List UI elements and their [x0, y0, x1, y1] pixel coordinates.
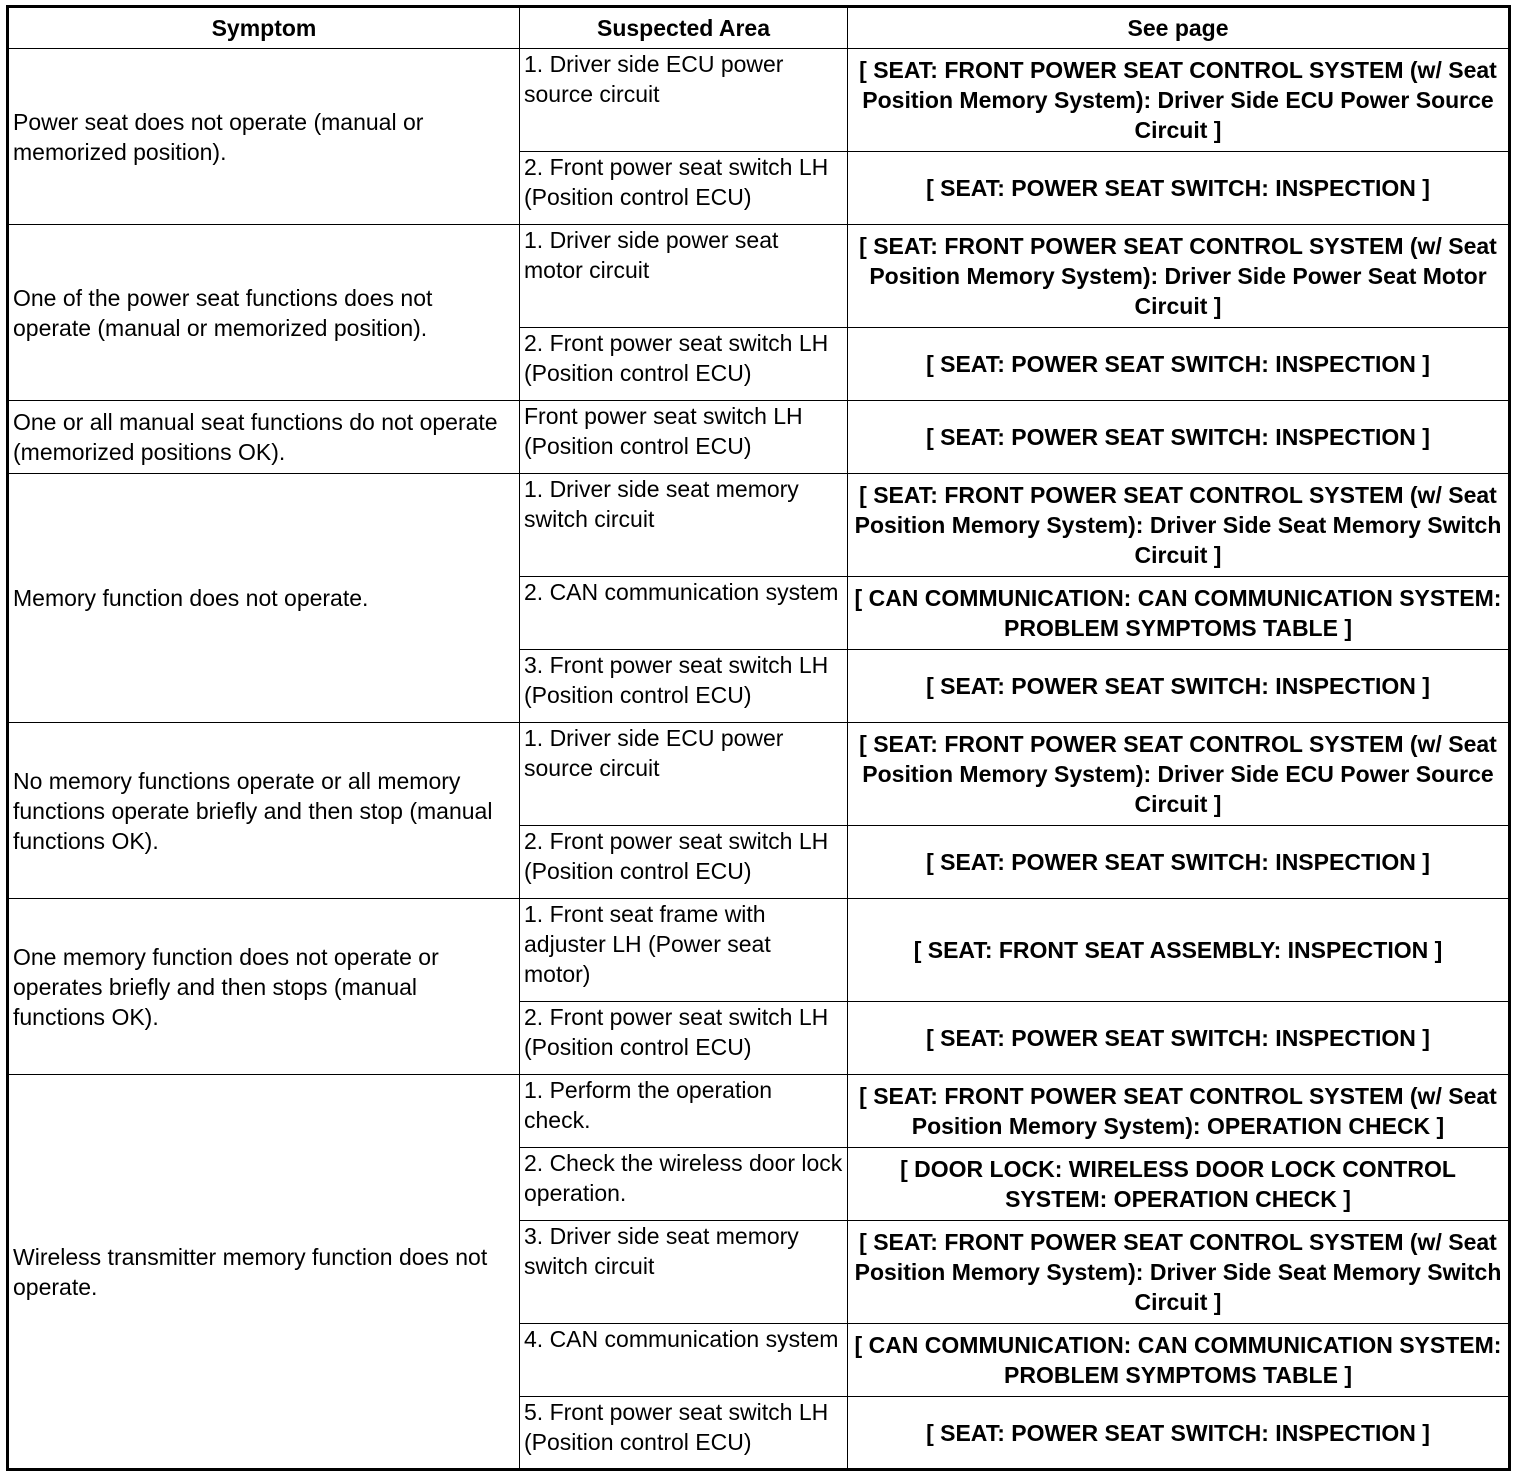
see-page-link[interactable]: [ SEAT: POWER SEAT SWITCH: INSPECTION ]	[848, 401, 1510, 474]
suspected-area-cell: 1. Driver side ECU power source circuit	[520, 49, 848, 152]
symptom-cell: No memory functions operate or all memory functions operate briefly and then stop (manual functions OK).	[8, 723, 520, 899]
table-row	[8, 401, 1510, 474]
see-page-link[interactable]: [ SEAT: FRONT SEAT ASSEMBLY: INSPECTION ]	[848, 899, 1510, 1002]
header-symptom: Symptom	[8, 7, 520, 49]
suspected-area-cell: 3. Front power seat switch LH (Position control ECU)	[520, 650, 848, 723]
see-page-link[interactable]: [ SEAT: POWER SEAT SWITCH: INSPECTION ]	[848, 152, 1510, 225]
suspected-area-cell: 5. Front power seat switch LH (Position control ECU)	[520, 1397, 848, 1470]
table-row	[8, 723, 1510, 826]
see-page-link[interactable]: [ SEAT: POWER SEAT SWITCH: INSPECTION ]	[848, 1397, 1510, 1470]
symptom-cell: One memory function does not operate or operates briefly and then stops (manual functions OK).	[8, 899, 520, 1075]
see-page-link[interactable]: [ SEAT: FRONT POWER SEAT CONTROL SYSTEM (w/ Seat Position Memory System): Driver Side Seat Memory Switch Circuit ]	[848, 1221, 1510, 1324]
see-page-link[interactable]: [ SEAT: FRONT POWER SEAT CONTROL SYSTEM (w/ Seat Position Memory System): Driver Side ECU Power Source Circuit ]	[848, 49, 1510, 152]
suspected-area-cell: 1. Perform the operation check.	[520, 1075, 848, 1148]
suspected-area-cell: 1. Driver side ECU power source circuit	[520, 723, 848, 826]
problem-symptoms-table	[6, 5, 1511, 1471]
symptom-cell: One or all manual seat functions do not operate (memorized positions OK).	[8, 401, 520, 474]
suspected-area-cell: 2. Check the wireless door lock operation.	[520, 1148, 848, 1221]
see-page-link[interactable]: [ SEAT: POWER SEAT SWITCH: INSPECTION ]	[848, 1002, 1510, 1075]
see-page-link[interactable]: [ SEAT: POWER SEAT SWITCH: INSPECTION ]	[848, 328, 1510, 401]
table-row	[8, 474, 1510, 577]
table-row	[8, 49, 1510, 152]
see-page-link[interactable]: [ DOOR LOCK: WIRELESS DOOR LOCK CONTROL SYSTEM: OPERATION CHECK ]	[848, 1148, 1510, 1221]
see-page-link[interactable]: [ SEAT: FRONT POWER SEAT CONTROL SYSTEM (w/ Seat Position Memory System): Driver Side Power Seat Motor Circuit ]	[848, 225, 1510, 328]
suspected-area-cell: 4. CAN communication system	[520, 1324, 848, 1397]
suspected-area-cell: 2. Front power seat switch LH (Position control ECU)	[520, 328, 848, 401]
see-page-link[interactable]: [ CAN COMMUNICATION: CAN COMMUNICATION SYSTEM: PROBLEM SYMPTOMS TABLE ]	[848, 1324, 1510, 1397]
table-row	[8, 899, 1510, 1002]
suspected-area-cell: 2. Front power seat switch LH (Position control ECU)	[520, 1002, 848, 1075]
see-page-link[interactable]: [ SEAT: POWER SEAT SWITCH: INSPECTION ]	[848, 826, 1510, 899]
symptom-cell: Power seat does not operate (manual or memorized position).	[8, 49, 520, 225]
see-page-link[interactable]: [ SEAT: FRONT POWER SEAT CONTROL SYSTEM (w/ Seat Position Memory System): Driver Side ECU Power Source Circuit ]	[848, 723, 1510, 826]
see-page-link[interactable]: [ SEAT: FRONT POWER SEAT CONTROL SYSTEM (w/ Seat Position Memory System): Driver Side Seat Memory Switch Circuit ]	[848, 474, 1510, 577]
table-row	[8, 1075, 1510, 1148]
see-page-link[interactable]: [ SEAT: FRONT POWER SEAT CONTROL SYSTEM (w/ Seat Position Memory System): OPERATION CHECK ]	[848, 1075, 1510, 1148]
table-row	[8, 225, 1510, 328]
suspected-area-cell: 1. Driver side seat memory switch circuit	[520, 474, 848, 577]
see-page-link[interactable]: [ SEAT: POWER SEAT SWITCH: INSPECTION ]	[848, 650, 1510, 723]
symptom-cell: Wireless transmitter memory function does not operate.	[8, 1075, 520, 1470]
symptom-cell: One of the power seat functions does not operate (manual or memorized position).	[8, 225, 520, 401]
suspected-area-cell: 1. Driver side power seat motor circuit	[520, 225, 848, 328]
suspected-area-cell: 2. Front power seat switch LH (Position control ECU)	[520, 826, 848, 899]
suspected-area-cell: Front power seat switch LH (Position control ECU)	[520, 401, 848, 474]
suspected-area-cell: 1. Front seat frame with adjuster LH (Power seat motor)	[520, 899, 848, 1002]
symptom-cell: Memory function does not operate.	[8, 474, 520, 723]
suspected-area-cell: 3. Driver side seat memory switch circuit	[520, 1221, 848, 1324]
header-see-page: See page	[848, 7, 1510, 49]
header-suspected-area: Suspected Area	[520, 7, 848, 49]
see-page-link[interactable]: [ CAN COMMUNICATION: CAN COMMUNICATION SYSTEM: PROBLEM SYMPTOMS TABLE ]	[848, 577, 1510, 650]
suspected-area-cell: 2. Front power seat switch LH (Position control ECU)	[520, 152, 848, 225]
suspected-area-cell: 2. CAN communication system	[520, 577, 848, 650]
header-row	[8, 7, 1510, 49]
